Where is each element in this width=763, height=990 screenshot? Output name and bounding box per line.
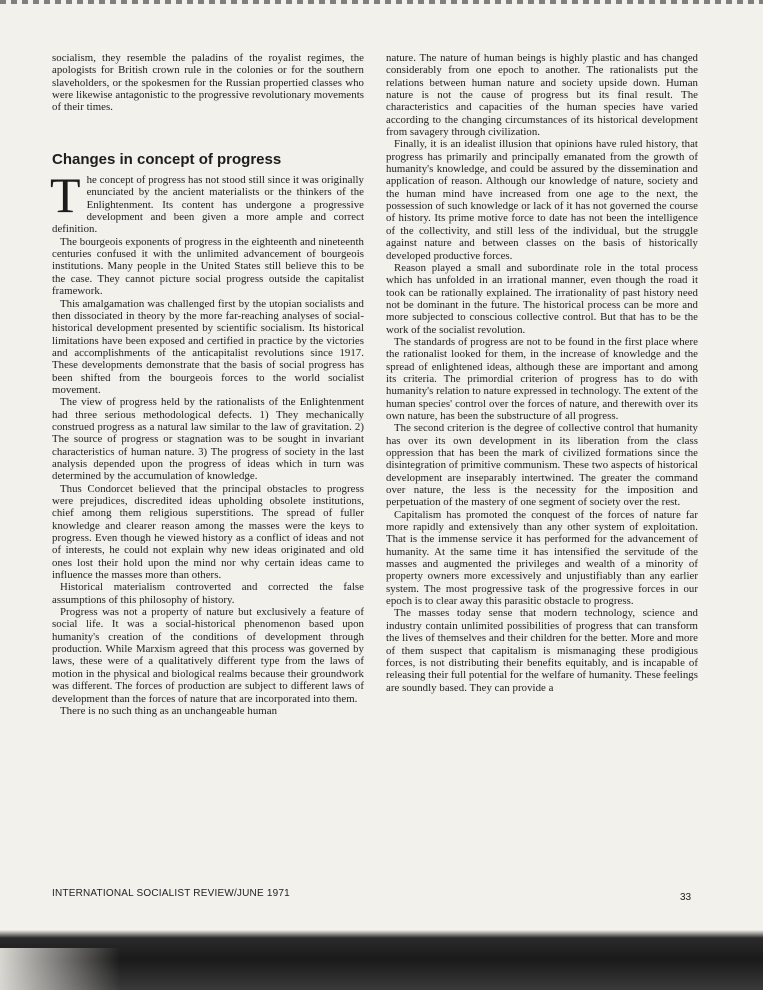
body-paragraph: The second criterion is the degree of collective control that humanity has over its own development in its liberation from the class oppression that has been the mark of civilized formations since the disintegration of primitive communism. These two aspects of historical development are inseparably intertwined. The greater the command over nature, the less is the necessity for the imposition and perpetuation of the mastery of one segment of society over the rest. [386,422,698,509]
section-heading: Changes in concept of progress [52,150,282,168]
body-paragraph: The bourgeois exponents of progress in the eighteenth and nineteenth centuries confused it with the unlimited advancement of bourgeois institutions. Many people in the United States still believe this to be the case. They cannot picture social progress outside the capitalist framework. [52,235,364,298]
body-paragraph: Finally, it is an idealist illusion that opinions have ruled history, that progress has primarily and principally emanated from the growth of humanity's knowledge, and could be assured by the dissemination and application of reason. Although our knowledge of nature, society and the human mind have increased from one age to the next, the possession of such knowledge or lack of it has not governed the course of history. Its prime motive force to date has not been the intelligence of the collectivity, and still less of the individual, but the struggle against nature and between classes on the basis of historically developed productive forces. [386,138,698,262]
scan-light-corner [0,948,120,990]
body-paragraph: Progress was not a property of nature but exclusively a feature of social life. It was a social-historical phenomenon based upon humanity's creation of the conditions of development through production. While Marxism agreed that this process was governed by laws, these were of a qualitatively different type from the laws of motion in the physical and biological realms because their groundwork was different. The forces of production are subject to different laws of development than the forces of nature that are incorporated into them. [52,606,364,705]
body-paragraph: This amalgamation was challenged first by the utopian socialists and then dissociated in theory by the more far-reaching analyses of social-historical development presented by scientific socialism. Its historical limitations have been exposed and certified in practice by the victories and accomplishments of the anticapitalist revolutions since 1917. These developments demonstrate that the basis of social progress has been shifted from the bourgeois forces to the world socialist movement. [52,297,364,396]
first-paragraph [50,167,364,236]
drop-cap: T [50,167,81,224]
body-paragraph: The standards of progress are not to be found in the first place where the rationalist looked for them, in the increase of knowledge and the spread of enlightened ideas, although these are important and among its criteria. The primordial criterion of progress has to do with humanity's relation to nature expressed in technology. The extent of the human species' control over the forces of nature, and therewith over its own nature, has been the substructure of all progress. [386,335,698,422]
body-paragraph: The masses today sense that modern technology, science and industry contain unlimited possibilities of progress that can transform the lives of themselves and their children for the better. More and more of them suspect that capitalism is mismanaging these prodigious forces, is not distributing their benefits equitably, and is incapable of releasing their full potential for the welfare of humanity. These feelings are soundly based. They can provide a [386,607,698,694]
body-paragraph: Historical materialism controverted and corrected the false assumptions of this philosophy of history. [52,581,364,606]
body-paragraph: There is no such thing as an unchangeable human [60,704,278,717]
top-border-rule [0,0,763,4]
opening-paragraph: socialism, they resemble the paladins of the royalist regimes, the apologists for British crown rule in the colonies or for the southern slaveholders, or the spokesmen for the Russian propertied classes who were likewise antagonistic to the progressive revolutionary movements of their times. [52,52,364,114]
right-column [386,52,698,694]
body-paragraph: The view of progress held by the rationalists of the Enlightenment had three serious methodological defects. 1) They mechanically construed progress as a natural law similar to the law of gravitation. 2) The source of progress or stagnation was to be sought in invariant characteristics of human nature. 3) The progress of society in the last analysis depended upon the progress of ideas which in turn was determined by the accumulation of knowledge. [52,396,364,483]
page-number: 33 [680,892,692,903]
body-paragraph: Capitalism has promoted the conquest of the forces of nature far more rapidly and extensively than any other system of exploitation. That is the immense service it has performed for the advancement of humanity. At the same time it has intensified the servitude of the masses and augmented the privileges and wealth of a minority of property owners more excessively and unjustifiably than any earlier system. The most progressive task of the progressive forces in our epoch is to clear away this parasitic obstacle to progress. [386,508,698,608]
publication-footer: INTERNATIONAL SOCIALIST REVIEW/JUNE 1971 [52,888,290,899]
body-paragraph: nature. The nature of human beings is highly plastic and has changed considerably from one epoch to another. The rationalists put the relations between human nature and society upside down. Human nature is not the cause of progress but its final result. The characteristics and capacities of the human species have varied according to the changing circumstances of its historical development from savagery through civilization. [386,52,698,139]
first-paragraph-text: he concept of progress has not stood still since it was originally enunciated by the ancient materialists or the thinkers of the Enlightenment. Its content has undergone a progressive development and been given a more ample and correct definition. [52,174,364,236]
left-column [52,52,364,717]
body-paragraph: Reason played a small and subordinate role in the total process which has unfolded in an irrational manner, even though the road it took can be rationally explained. The irrationality of past history need not be dominant in the future. The historical process can be more and more subjected to conscious collective control. But that has to be the work of the socialist revolution. [386,261,698,336]
body-paragraph: Thus Condorcet believed that the principal obstacles to progress were prejudices, discredited ideas upholding obsolete institutions, chief among them religious superstitions. The spread of fuller knowledge and clearer reason among the masses were the keys to progress. Even though he viewed history as a conflict of ideas and not of interests, he could not explain why new ideas originated and old ones lost their hold upon the mind nor why certain ideas came to influence the masses more than others. [52,482,364,582]
